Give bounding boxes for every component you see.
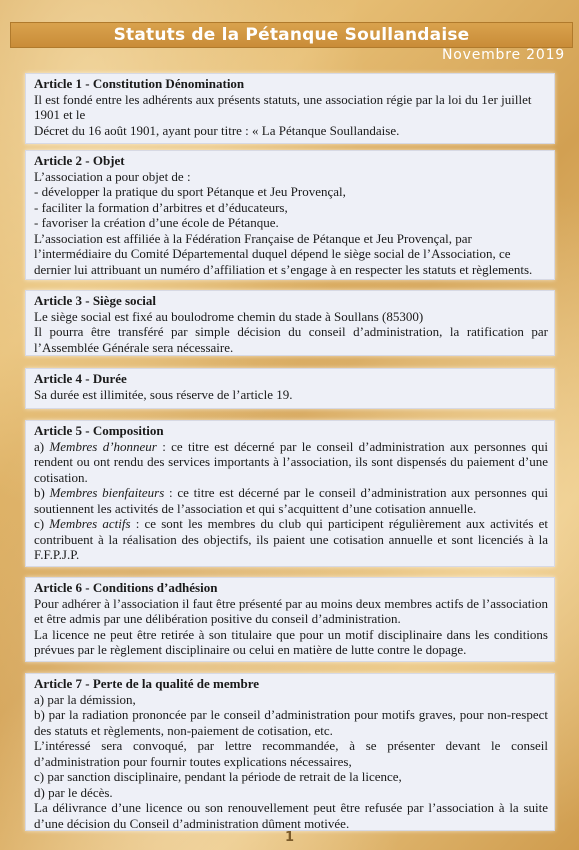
article-6 xyxy=(25,577,555,662)
article-text: Il est fondé entre les adhérents aux présents statuts, une association régie par la loi du 1er juillet 1901 et le xyxy=(34,91,532,122)
article-heading: Article 6 - Conditions d’adhésion xyxy=(34,580,218,595)
article-text: - faciliter la formation d’arbitres et d’éducateurs, xyxy=(34,199,288,215)
article-heading: Article 3 - Siège social xyxy=(34,293,157,308)
member-type: Membres bienfaiteurs xyxy=(49,485,165,500)
document-date: Novembre 2019 xyxy=(441,47,565,63)
article-text: L’association est affiliée à la Fédération Française de Pétanque et Jeu Provençal, par l’intermédiaire du Comité Départemental duquel dépend le siège social de l’Association, ce dernier lui attribuant un numéro d’affiliation et s’engage à en respecter les statuts et règlements. xyxy=(34,230,533,277)
composition-item: b) Membres bienfaiteurs : ce titre est décerné par le conseil d’administration aux personnes qui soutiennent les activités de l’association et qui s’acquittent d’une cotisation annuelle. xyxy=(34,485,548,516)
article-heading: Article 1 - Constitution Dénomination xyxy=(34,76,245,91)
composition-item: c) Membres actifs : ce sont les membres du club qui participent régulièrement aux activités et contribuent à la réalisation des objectifs, ils paient une cotisation annuelle et sont licenciés à la F.F.P.J.P. xyxy=(34,516,548,562)
article-text: d) par le décès. xyxy=(34,784,113,800)
article-text: a) par la démission, xyxy=(34,691,136,707)
article-text: L’intéressé sera convoqué, par lettre recommandée, à se présenter devant le conseil d’administration pour fournir toutes explications nécessaires, xyxy=(34,738,548,769)
article-4 xyxy=(25,368,555,409)
composition-item: a) Membres d’honneur : ce titre est décerné par le conseil d’administration aux personnes qui rendent ou ont rendu des services importants à l’association, ils sont dispensés du paiement d’une cotisation. xyxy=(34,438,548,485)
article-text: b) par la radiation prononcée par le conseil d’administration pour motifs graves, pour non-respect des statuts et règlements, non-paiement de cotisation, etc. xyxy=(34,707,548,738)
member-type: Membres actifs xyxy=(49,516,131,531)
title-bar xyxy=(10,22,573,48)
article-text: - développer la pratique du sport Pétanque et Jeu Provençal, xyxy=(34,184,346,199)
article-3 xyxy=(25,290,555,356)
article-text: Pour adhérer à l’association il faut être présenté par au moins deux membres actifs de l’association et être admis par une délibération positive du conseil d’administration. xyxy=(34,595,548,626)
article-heading: Article 2 - Objet xyxy=(34,153,125,168)
document-title: Statuts de la Pétanque Soullandaise xyxy=(113,25,470,45)
article-5 xyxy=(25,420,555,567)
article-text: c) par sanction disciplinaire, pendant la période de retrait de la licence, xyxy=(34,769,402,784)
article-text: Décret du 16 août 1901, ayant pour titre : « La Pétanque Soullandaise. xyxy=(34,122,400,138)
page-number: 1 xyxy=(284,830,295,845)
article-heading: Article 5 - Composition xyxy=(34,423,164,438)
article-text: Il pourra être transféré par simple décision du conseil d’administration, la ratification par l’Assemblée Générale sera nécessaire. xyxy=(34,324,548,355)
article-text: La délivrance d’une licence ou son renouvellement peut être refusée par l’association à la suite d’une décision du Conseil d’administration dûment motivée. xyxy=(34,800,548,831)
article-heading: Article 7 - Perte de la qualité de membre xyxy=(34,676,260,691)
article-text: L’association a pour objet de : xyxy=(34,168,191,184)
article-text: Le siège social est fixé au boulodrome chemin du stade à Soullans (85300) xyxy=(34,308,424,324)
article-7 xyxy=(25,673,555,831)
article-text: - favoriser la création d’une école de Pétanque. xyxy=(34,215,279,230)
member-type: Membres d’honneur xyxy=(49,438,157,454)
article-heading: Article 4 - Durée xyxy=(34,371,127,386)
article-1 xyxy=(25,73,555,144)
article-2 xyxy=(25,150,555,280)
article-text: Sa durée est illimitée, sous réserve de l’article 19. xyxy=(34,386,293,402)
article-text: La licence ne peut être retirée à son titulaire que pour un motif disciplinaire dans les conditions prévues par le règlement disciplinaire ou celui en matière de lutte contre le dopage. xyxy=(34,626,548,657)
